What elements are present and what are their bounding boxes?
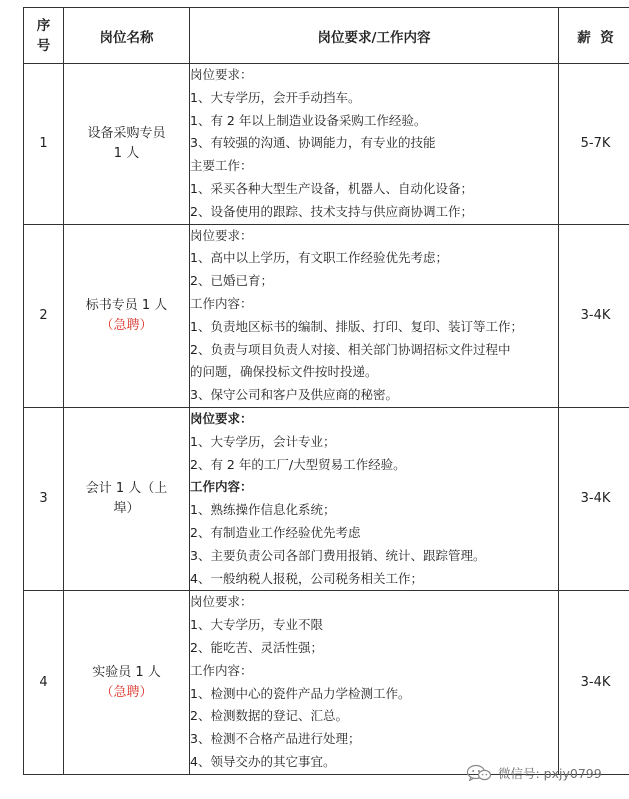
requirements-cell [190, 591, 559, 774]
salary-value: 3-4K [559, 591, 629, 774]
position-name [64, 224, 190, 407]
position-line: 设备采购专员 [87, 125, 166, 141]
requirement-line: 1、检测中心的瓷件产品力学检测工作。 [190, 685, 411, 701]
wechat-id-text: 微信号: pxjy0799 [498, 766, 602, 781]
requirement-line: 1、高中以上学历，有文职工作经验优先考虑； [190, 250, 448, 266]
requirement-line: 主要工作： [190, 158, 253, 174]
header-row [24, 8, 629, 64]
requirement-line: 岗位要求： [190, 67, 253, 82]
header-salary: 薪 资 [559, 8, 629, 64]
salary-value: 3-4K [559, 224, 629, 407]
table-row [24, 224, 629, 407]
requirement-line: 1、大专学历，会开手动挡车。 [190, 89, 361, 105]
requirement-line: 2、已婚已育； [190, 273, 273, 289]
position-line: 标书专员 1 人 [85, 297, 168, 313]
header-no-line1: 序 [36, 17, 51, 34]
position-name [64, 591, 190, 774]
requirement-line: 2、负责与项目负责人对接、相关部门协调招标文件过程中 [190, 341, 511, 357]
row-number: 1 [24, 64, 64, 225]
requirement-line: 4、领导交办的其它事宜。 [190, 753, 336, 769]
position-line: 1 人 [113, 145, 140, 161]
position-line: 埠） [113, 501, 140, 517]
salary-value: 5-7K [559, 64, 629, 225]
table-row [24, 64, 629, 225]
requirements-cell [190, 407, 559, 590]
position-name [64, 407, 190, 590]
requirement-line: 3、检测不合格产品进行处理； [190, 731, 361, 747]
position-name [64, 64, 190, 225]
position-line: 会计 1 人（上 [85, 481, 168, 497]
requirement-line: 4、一般纳税人报税，公司税务相关工作； [190, 570, 423, 586]
urgent-label: （急聘） [100, 317, 153, 333]
requirement-heading: 岗位要求： [190, 410, 253, 426]
header-position: 岗位名称 [64, 8, 190, 64]
wechat-watermark [466, 763, 602, 783]
requirement-line: 1、大专学历，会计专业； [190, 433, 336, 449]
header-no-line2: 号 [36, 37, 51, 54]
requirement-line: 1、采买各种大型生产设备，机器人、自动化设备； [190, 180, 473, 196]
requirements-cell [190, 64, 559, 225]
requirement-line: 1、熟练操作信息化系统； [190, 502, 336, 518]
requirements-cell [190, 224, 559, 407]
urgent-label: （急聘） [100, 684, 153, 700]
row-number: 3 [24, 407, 64, 590]
requirement-line: 工作内容： [190, 295, 253, 311]
requirement-heading: 工作内容： [190, 479, 253, 495]
requirement-line: 2、检测数据的登记、汇总。 [190, 708, 348, 724]
row-number: 4 [24, 591, 64, 774]
requirement-line: 3、主要负责公司各部门费用报销、统计、跟踪管理。 [190, 547, 486, 563]
table-row [24, 407, 629, 590]
header-requirements: 岗位要求/工作内容 [190, 8, 559, 64]
requirement-line: 岗位要求： [190, 227, 253, 243]
wechat-icon [466, 764, 492, 782]
requirement-line: 1、有 2 年以上制造业设备采购工作经验。 [190, 112, 427, 128]
salary-value: 3-4K [559, 407, 629, 590]
job-table [23, 7, 629, 775]
requirement-line: 3、保守公司和客户及供应商的秘密。 [190, 387, 398, 403]
requirement-line: 3、有较强的沟通、协调能力，有专业的技能 [190, 135, 436, 151]
row-number: 2 [24, 224, 64, 407]
table-row [24, 591, 629, 774]
position-line: 实验员 1 人 [92, 664, 161, 680]
requirement-line: 工作内容： [190, 662, 253, 678]
requirement-line: 2、能吃苦、灵活性强； [190, 639, 323, 655]
header-no [24, 8, 64, 64]
requirement-line: 2、设备使用的跟踪、技术支持与供应商协调工作； [190, 203, 473, 219]
requirement-line: 2、有 2 年的工厂/大型贸易工作经验。 [190, 456, 406, 472]
requirement-line: 2、有制造业工作经验优先考虑 [190, 524, 361, 540]
requirement-line: 1、负责地区标书的编制、排版、打印、复印、装订等工作； [190, 318, 523, 334]
requirement-line: 1、大专学历，专业不限 [190, 617, 323, 633]
requirement-line: 的问题，确保投标文件按时投递。 [190, 364, 378, 380]
requirement-line: 岗位要求： [190, 594, 253, 610]
